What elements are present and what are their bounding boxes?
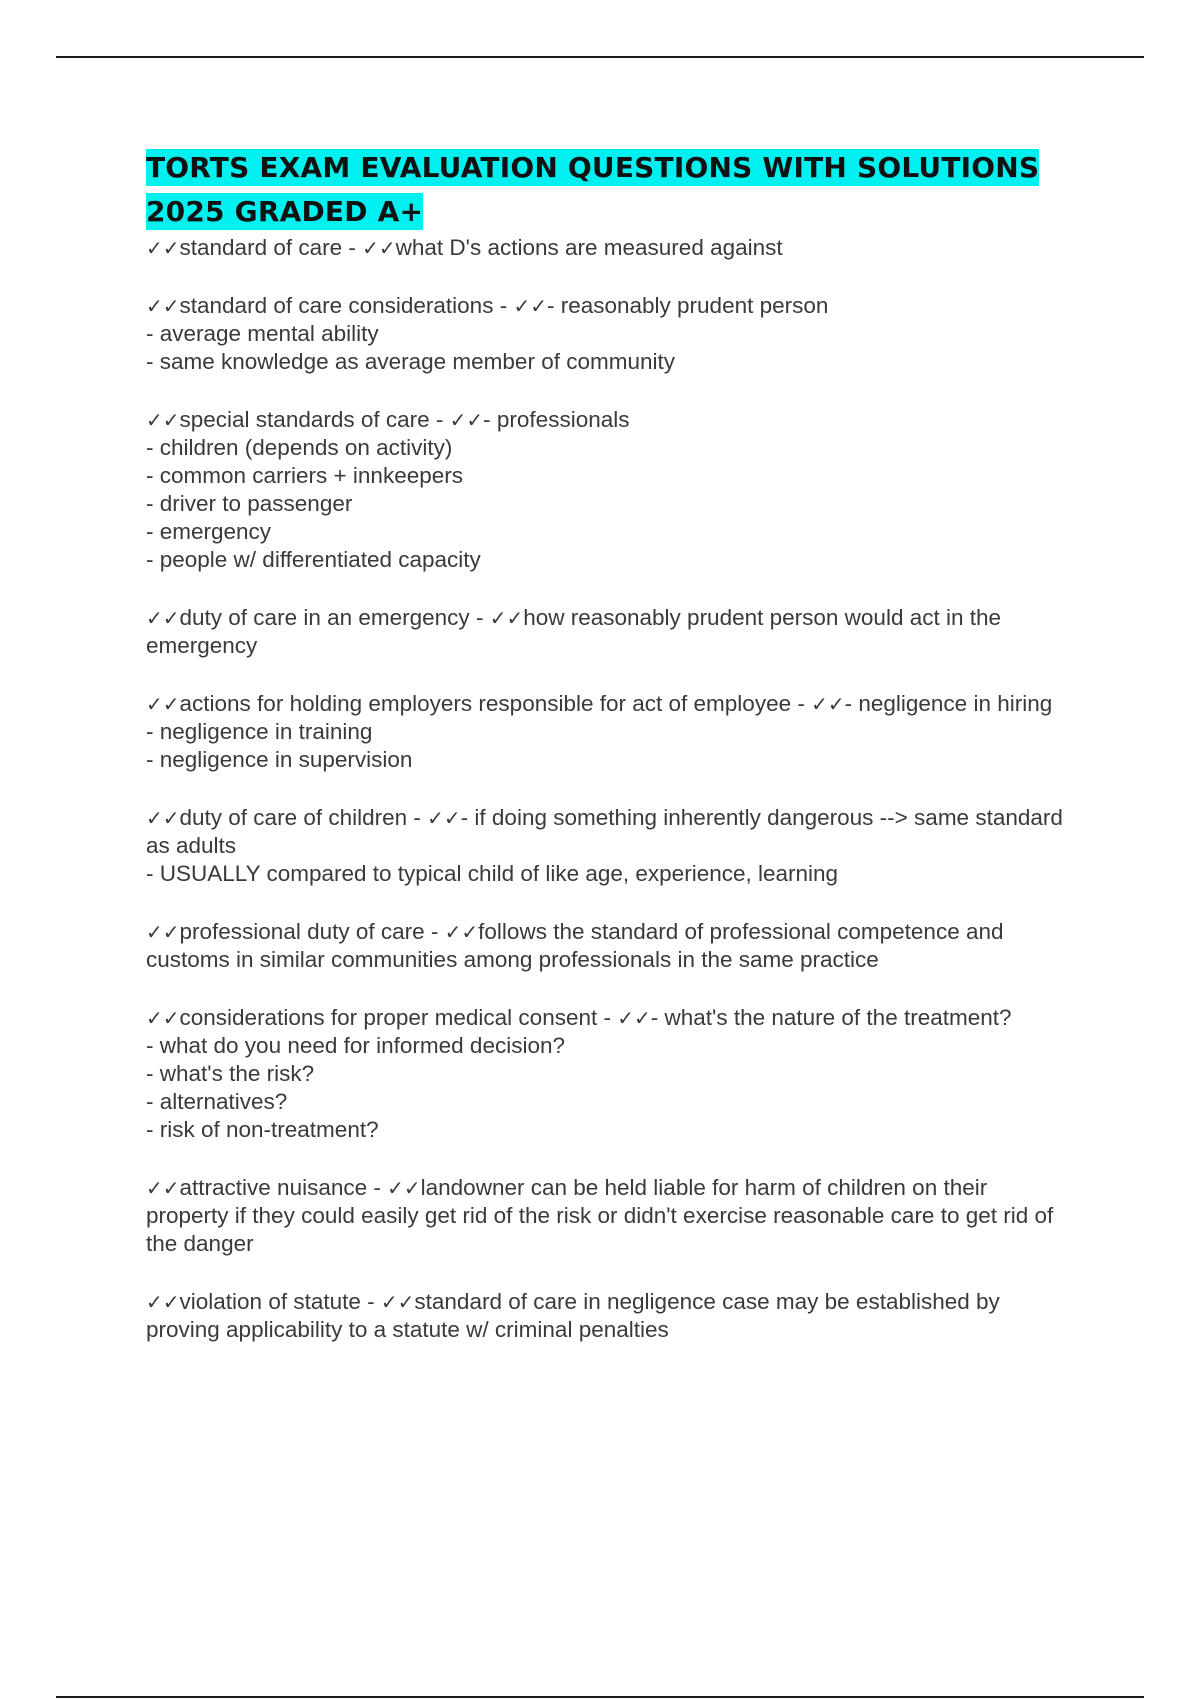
checkmark-icon: ✓✓ [146, 806, 180, 830]
checkmark-icon: ✓✓ [513, 294, 547, 318]
qa-item [146, 292, 1076, 376]
question-text: special standards of care [179, 407, 430, 432]
qa-item [146, 918, 1076, 974]
qa-first-line: ✓✓duty of care in an emergency - ✓✓how reasonably prudent person would act in the emergency [146, 605, 1002, 658]
document-body [146, 146, 1076, 1374]
qa-item [146, 1288, 1076, 1344]
qa-first-line: ✓✓actions for holding employers responsible for act of employee - ✓✓- negligence in hiring [146, 691, 1053, 716]
footer-rule [56, 1696, 1144, 1698]
checkmark-icon: ✓✓ [489, 606, 524, 630]
qa-item [146, 804, 1076, 888]
checkmark-icon: ✓✓ [146, 294, 180, 318]
answer-line: - driver to passenger [146, 491, 353, 516]
qa-first-line: ✓✓attractive nuisance - ✓✓landowner can be held liable for harm of children on their property if they could easily get rid of the risk or didn't exercise reasonable care to get rid of the danger [146, 1175, 1054, 1256]
answer-line: - negligence in supervision [146, 747, 413, 772]
qa-first-line: ✓✓considerations for proper medical consent - ✓✓- what's the nature of the treatment? [146, 1005, 1012, 1030]
answer-line: - negligence in training [146, 719, 373, 744]
qa-first-line: ✓✓violation of statute - ✓✓standard of care in negligence case may be established by proving applicability to a statute w/ criminal penalties [146, 1289, 1000, 1342]
question-text: actions for holding employers responsible for act of employee [179, 691, 792, 716]
answer-line: - alternatives? [146, 1089, 288, 1114]
answer-line: - what's the risk? [146, 1061, 315, 1086]
answer-text: - negligence in hiring [844, 691, 1053, 716]
checkmark-icon: ✓✓ [146, 692, 180, 716]
qa-list [146, 234, 1076, 1344]
answer-line: - what do you need for informed decision? [146, 1033, 565, 1058]
answer-text: how reasonably prudent person would act in the emergency [146, 605, 1002, 658]
checkmark-icon: ✓✓ [146, 1290, 180, 1314]
answer-line: - same knowledge as average member of community [146, 349, 675, 374]
answer-line: - children (depends on activity) [146, 435, 453, 460]
qa-item [146, 604, 1076, 660]
answer-line: - people w/ differentiated capacity [146, 547, 481, 572]
answer-line: - USUALLY compared to typical child of like age, experience, learning [146, 861, 839, 886]
question-text: duty of care in an emergency [179, 605, 470, 630]
checkmark-icon: ✓✓ [444, 920, 479, 944]
document-title [146, 146, 1076, 234]
answer-text: landowner can be held liable for harm of children on their property if they could easily get rid of the risk or didn't exercise reasonable care to get rid of the danger [146, 1175, 1054, 1256]
qa-item [146, 1004, 1076, 1144]
checkmark-icon: ✓✓ [449, 408, 484, 432]
question-text: professional duty of care [179, 919, 425, 944]
checkmark-icon: ✓✓ [146, 236, 180, 260]
checkmark-icon: ✓✓ [387, 1176, 421, 1200]
question-text: violation of statute [179, 1289, 361, 1314]
qa-first-line: ✓✓special standards of care - ✓✓- professionals [146, 407, 630, 432]
answer-text: - professionals [483, 407, 630, 432]
checkmark-icon: ✓✓ [811, 692, 845, 716]
answer-text: follows the standard of professional competence and customs in similar communities among professionals in the same practice [146, 919, 1004, 972]
question-text: standard of care [179, 235, 343, 260]
answer-line: - risk of non-treatment? [146, 1117, 379, 1142]
checkmark-icon: ✓✓ [617, 1006, 651, 1030]
qa-item [146, 234, 1076, 262]
checkmark-icon: ✓✓ [362, 236, 396, 260]
checkmark-icon: ✓✓ [146, 408, 180, 432]
checkmark-icon: ✓✓ [427, 806, 461, 830]
answer-line: - average mental ability [146, 321, 379, 346]
question-text: standard of care considerations [179, 293, 494, 318]
document-title-text: TORTS EXAM EVALUATION QUESTIONS WITH SOLUTIONS 2025 GRADED A+ [146, 151, 1040, 228]
question-text: attractive nuisance [179, 1175, 368, 1200]
qa-item [146, 1174, 1076, 1258]
checkmark-icon: ✓✓ [146, 1176, 180, 1200]
header-rule [56, 56, 1144, 58]
answer-text: standard of care in negligence case may be established by proving applicability to a statute w/ criminal penalties [146, 1289, 1000, 1342]
qa-first-line: ✓✓standard of care - ✓✓what D's actions are measured against [146, 235, 783, 260]
answer-text: - what's the nature of the treatment? [650, 1005, 1012, 1030]
checkmark-icon: ✓✓ [380, 1290, 415, 1314]
answer-text: what D's actions are measured against [395, 235, 783, 260]
qa-item [146, 690, 1076, 774]
qa-first-line: ✓✓standard of care considerations - ✓✓- reasonably prudent person [146, 293, 829, 318]
checkmark-icon: ✓✓ [146, 1006, 180, 1030]
qa-first-line: ✓✓professional duty of care - ✓✓follows the standard of professional competence and customs in similar communities among professionals in the same practice [146, 919, 1004, 972]
checkmark-icon: ✓✓ [146, 920, 180, 944]
answer-text: - if doing something inherently dangerous --> same standard as adults [146, 805, 1063, 858]
answer-line: - emergency [146, 519, 272, 544]
qa-item [146, 406, 1076, 574]
question-text: duty of care of children [179, 805, 408, 830]
answer-line: - common carriers + innkeepers [146, 463, 463, 488]
question-text: considerations for proper medical consent [179, 1005, 598, 1030]
answer-text: - reasonably prudent person [546, 293, 829, 318]
qa-first-line: ✓✓duty of care of children - ✓✓- if doing something inherently dangerous --> same standard as adults [146, 805, 1063, 858]
checkmark-icon: ✓✓ [146, 606, 180, 630]
